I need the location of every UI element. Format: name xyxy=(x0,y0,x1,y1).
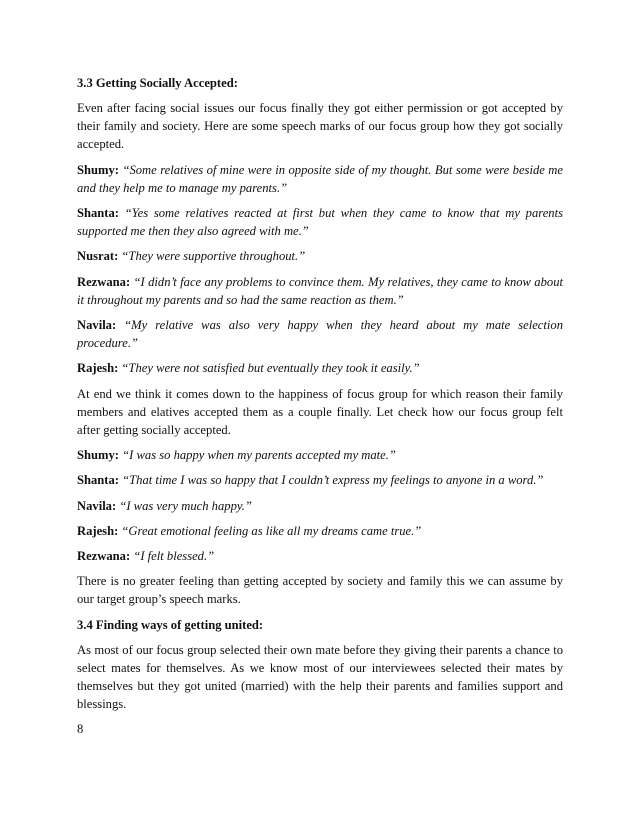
quote-text: “Some relatives of mine were in opposite side of my thought. But some were beside me and they help me to manage my parents.” xyxy=(77,162,563,195)
quote-text: “I was so happy when my parents accepted my mate.” xyxy=(119,448,396,463)
speaker-label: Rajesh: xyxy=(77,523,119,538)
quote-text: “They were not satisfied but eventually they took it easily.” xyxy=(118,361,420,376)
speaker-label: Rajesh: xyxy=(77,361,119,376)
quote-shanta-1 xyxy=(77,204,563,240)
quote-text: “Great emotional feeling as like all my dreams came true.” xyxy=(118,523,422,538)
quote-text: “They were supportive throughout.” xyxy=(118,249,306,264)
page-number: 8 xyxy=(77,722,84,737)
quote-text: “Yes some relatives reacted at first but when they came to know that my parents supported me then they also agreed with me.” xyxy=(77,206,563,239)
quote-text: “My relative was also very happy when they heard about my mate selection procedure.” xyxy=(77,318,563,351)
quote-text: “I didn’t face any problems to convince them. My relatives, they came to know about it throughout my parents and so had the same reaction as them.” xyxy=(77,274,563,307)
quote-rajesh-2 xyxy=(77,522,563,540)
speaker-label: Rezwana: xyxy=(77,549,131,564)
speaker-label: Nusrat: xyxy=(77,249,119,264)
section-heading-3-4: 3.4 Finding ways of getting united: xyxy=(77,617,264,632)
quote-text: “I was very much happy.” xyxy=(116,498,252,513)
speaker-label: Shumy: xyxy=(77,448,119,463)
quote-shanta-2 xyxy=(77,471,563,489)
quote-text: “That time I was so happy that I couldn’t express my feelings to anyone in a word.” xyxy=(119,473,544,488)
quote-navila-1 xyxy=(77,316,563,352)
quote-rezwana-2 xyxy=(77,547,563,565)
document-page xyxy=(77,74,563,738)
speaker-label: Navila: xyxy=(77,498,117,513)
quote-rajesh-1 xyxy=(77,359,563,377)
section-heading-3-3: 3.3 Getting Socially Accepted: xyxy=(77,76,238,90)
section-3-3-closing: There is no greater feeling than getting accepted by society and family this we can assume by our target group’s speech marks. xyxy=(77,574,563,607)
speaker-label: Shanta: xyxy=(77,473,119,488)
section-3-3-intro: Even after facing social issues our focus finally they got either permission or got accepted by their family and society. Here are some speech marks of our focus group how they got socially accepted. xyxy=(77,101,563,152)
quote-shumy-2 xyxy=(77,446,563,464)
speaker-label: Shanta: xyxy=(77,206,119,221)
quote-shumy-1 xyxy=(77,161,563,197)
quote-text: “I felt blessed.” xyxy=(130,549,215,564)
section-3-4-body: As most of our focus group selected their own mate before they giving their parents a chance to select mates for themselves. As we know most of our interviewees selected their mates by themselves but they got united (married) with the help their parents and families support and blessings. xyxy=(77,642,563,712)
speaker-label: Navila: xyxy=(77,318,117,333)
quote-nusrat-1 xyxy=(77,247,563,265)
speaker-label: Rezwana: xyxy=(77,274,131,289)
quote-rezwana-1 xyxy=(77,273,563,309)
section-3-3-middle: At end we think it comes down to the happiness of focus group for which reason their family members and elatives accepted them as a couple finally. Let check how our focus group felt after getting socially accepted. xyxy=(77,386,563,438)
speaker-label: Shumy: xyxy=(77,162,119,177)
quote-navila-2 xyxy=(77,497,563,515)
